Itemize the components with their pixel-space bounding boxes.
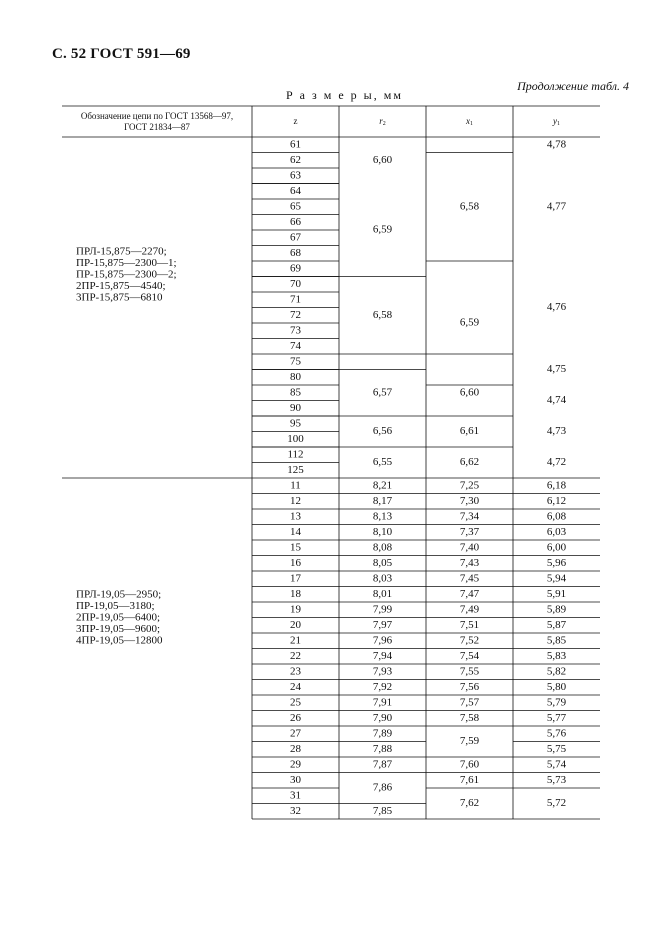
r2-cell: 8,05 (372, 556, 393, 569)
z-cell: 28 (290, 742, 301, 755)
r2-cell: 7,94 (372, 649, 393, 662)
column-header-r2-symbol: r (379, 116, 383, 127)
y1-cell: 4,72 (546, 456, 567, 469)
table-continuation-note: Продолжение табл. 4 (517, 79, 629, 93)
x1-cell: 7,52 (459, 634, 480, 647)
z-cell: 62 (290, 153, 301, 166)
x1-cell: 7,43 (459, 556, 480, 569)
x1-cell: 7,60 (459, 758, 480, 771)
y1-cell: 5,74 (546, 758, 567, 771)
r2-cell: 7,93 (372, 665, 393, 678)
x1-cell: 7,58 (459, 711, 480, 724)
chain-designation: 4ПР-19,05—12800 (76, 634, 163, 647)
chain-designation: ПР-15,875—2300—1; (76, 257, 177, 270)
r2-cell: 7,87 (372, 758, 393, 771)
y1-cell: 6,18 (546, 479, 567, 492)
column-header-x1-symbol: x (466, 116, 470, 127)
r2-cell: 7,86 (372, 781, 393, 794)
r2-cell: 8,10 (372, 525, 393, 538)
y1-cell: 6,08 (546, 510, 567, 523)
z-cell: 25 (290, 696, 301, 709)
z-cell: 31 (290, 789, 301, 802)
y1-cell: 4,78 (546, 138, 567, 151)
r2-cell: 7,85 (372, 804, 393, 817)
z-cell: 13 (290, 510, 301, 523)
column-header-x1 (465, 116, 473, 127)
y1-cell: 4,75 (546, 363, 567, 376)
chain-designation: 2ПР-15,875—4540; (76, 280, 166, 293)
r2-cell: 7,88 (372, 742, 393, 755)
column-header-r2 (379, 116, 386, 127)
x1-cell: 7,61 (459, 773, 480, 786)
x1-cell: 6,59 (459, 316, 480, 329)
z-cell: 11 (290, 479, 301, 492)
z-cell: 72 (290, 308, 301, 321)
z-cell: 73 (290, 324, 301, 337)
z-cell: 29 (290, 758, 301, 771)
z-cell: 75 (290, 355, 301, 368)
r2-cell: 6,56 (372, 425, 393, 438)
z-cell: 68 (290, 246, 301, 259)
y1-cell: 5,91 (546, 587, 567, 600)
x1-cell: 7,56 (459, 680, 480, 693)
column-header-y1-symbol: y (553, 116, 557, 127)
column-header-y1 (552, 116, 560, 127)
column-header-x1-subscript: 1 (470, 121, 473, 128)
r2-cell: 8,13 (372, 510, 393, 523)
x1-cell: 7,40 (459, 541, 480, 554)
z-cell: 32 (290, 804, 301, 817)
y1-cell: 5,75 (546, 742, 567, 755)
y1-cell: 5,73 (546, 773, 567, 786)
r2-cell: 7,99 (372, 603, 393, 616)
z-cell: 17 (290, 572, 301, 585)
r2-cell: 6,57 (372, 386, 393, 399)
x1-cell: 6,61 (459, 425, 480, 438)
z-cell: 12 (290, 494, 301, 507)
z-cell: 112 (287, 448, 304, 461)
column-header-designation: Обозначение цепи по ГОСТ 13568—97, (80, 111, 234, 122)
x1-cell: 7,47 (459, 587, 480, 600)
z-cell: 27 (290, 727, 301, 740)
r2-cell: 7,89 (372, 727, 393, 740)
column-header-r2-subscript: 2 (382, 121, 386, 128)
y1-cell: 5,94 (546, 572, 567, 585)
z-cell: 64 (290, 184, 301, 197)
z-cell: 125 (287, 463, 304, 476)
z-cell: 74 (290, 339, 301, 352)
x1-cell: 6,58 (459, 200, 480, 213)
column-header-z: z (293, 116, 298, 127)
chain-designation: ПРЛ-19,05—2950; (76, 588, 162, 601)
y1-cell: 5,89 (546, 603, 567, 616)
x1-cell: 7,25 (459, 479, 480, 492)
chain-designation: ПР-19,05—3180; (76, 600, 155, 613)
z-cell: 14 (290, 525, 301, 538)
r2-cell: 6,55 (372, 456, 393, 469)
x1-cell: 7,59 (459, 735, 480, 748)
y1-cell: 5,83 (546, 649, 567, 662)
z-cell: 26 (290, 711, 301, 724)
x1-cell: 7,57 (459, 696, 480, 709)
z-cell: 95 (290, 417, 301, 430)
r2-cell: 8,03 (372, 572, 393, 585)
z-cell: 15 (290, 541, 301, 554)
z-cell: 24 (290, 680, 301, 693)
chain-designation: 2ПР-19,05—6400; (76, 611, 161, 624)
z-cell: 80 (290, 370, 301, 383)
y1-cell: 5,96 (546, 556, 567, 569)
z-cell: 71 (290, 293, 301, 306)
z-cell: 70 (290, 277, 301, 290)
y1-cell: 5,87 (546, 618, 567, 631)
r2-cell: 7,97 (372, 618, 393, 631)
column-header-y1-subscript: 1 (557, 121, 560, 128)
y1-cell: 4,74 (546, 394, 567, 407)
y1-cell: 4,77 (546, 200, 567, 213)
x1-cell: 6,60 (459, 386, 480, 399)
r2-cell: 7,96 (372, 634, 393, 647)
z-cell: 67 (290, 231, 301, 244)
z-cell: 63 (290, 169, 301, 182)
y1-cell: 5,76 (546, 727, 567, 740)
r2-cell: 7,92 (372, 680, 393, 693)
x1-cell: 6,62 (459, 456, 480, 469)
y1-cell: 5,72 (546, 797, 567, 810)
x1-cell: 7,55 (459, 665, 480, 678)
x1-cell: 7,37 (459, 525, 480, 538)
y1-cell: 5,77 (546, 711, 567, 724)
r2-cell: 7,90 (372, 711, 393, 724)
x1-cell: 7,34 (459, 510, 480, 523)
r2-cell: 7,91 (372, 696, 393, 709)
z-cell: 19 (290, 603, 301, 616)
r2-cell: 6,59 (372, 223, 393, 236)
y1-cell: 5,82 (546, 665, 567, 678)
z-cell: 21 (290, 634, 301, 647)
z-cell: 85 (290, 386, 301, 399)
z-cell: 69 (290, 262, 301, 275)
x1-cell: 7,49 (459, 603, 480, 616)
z-cell: 66 (290, 215, 301, 228)
dimensions-units: Р а з м е р ы, мм (286, 88, 403, 102)
z-cell: 90 (290, 401, 301, 414)
column-header-designation-line2: ГОСТ 21834—87 (124, 122, 190, 133)
y1-cell: 5,85 (546, 634, 567, 647)
x1-cell: 7,54 (459, 649, 480, 662)
chain-designation: ПРЛ-15,875—2270; (76, 245, 167, 258)
x1-cell: 7,51 (459, 618, 480, 631)
y1-cell: 5,79 (546, 696, 567, 709)
x1-cell: 7,30 (459, 494, 480, 507)
r2-cell: 8,21 (372, 479, 393, 492)
z-cell: 23 (290, 665, 301, 678)
y1-cell: 6,03 (546, 525, 567, 538)
y1-cell: 6,12 (546, 494, 567, 507)
z-cell: 18 (290, 587, 301, 600)
x1-cell: 7,45 (459, 572, 480, 585)
r2-cell: 6,58 (372, 308, 393, 321)
z-cell: 30 (290, 773, 301, 786)
y1-cell: 4,76 (546, 301, 567, 314)
chain-designation: 3ПР-15,875—6810 (76, 291, 163, 304)
z-cell: 22 (290, 649, 301, 662)
r2-cell: 8,17 (372, 494, 393, 507)
page-header: С. 52 ГОСТ 591—69 (52, 46, 191, 62)
y1-cell: 6,00 (546, 541, 567, 554)
y1-cell: 5,80 (546, 680, 567, 693)
z-cell: 65 (290, 200, 301, 213)
z-cell: 20 (290, 618, 301, 631)
z-cell: 61 (290, 138, 301, 151)
r2-cell: 8,08 (372, 541, 393, 554)
chain-designation: ПР-15,875—2300—2; (76, 268, 177, 281)
z-cell: 16 (290, 556, 301, 569)
z-cell: 100 (287, 432, 304, 445)
r2-cell: 8,01 (372, 587, 393, 600)
y1-cell: 4,73 (546, 425, 567, 438)
r2-cell: 6,60 (372, 153, 393, 166)
x1-cell: 7,62 (459, 797, 480, 810)
chain-designation: 3ПР-19,05—9600; (76, 623, 161, 636)
